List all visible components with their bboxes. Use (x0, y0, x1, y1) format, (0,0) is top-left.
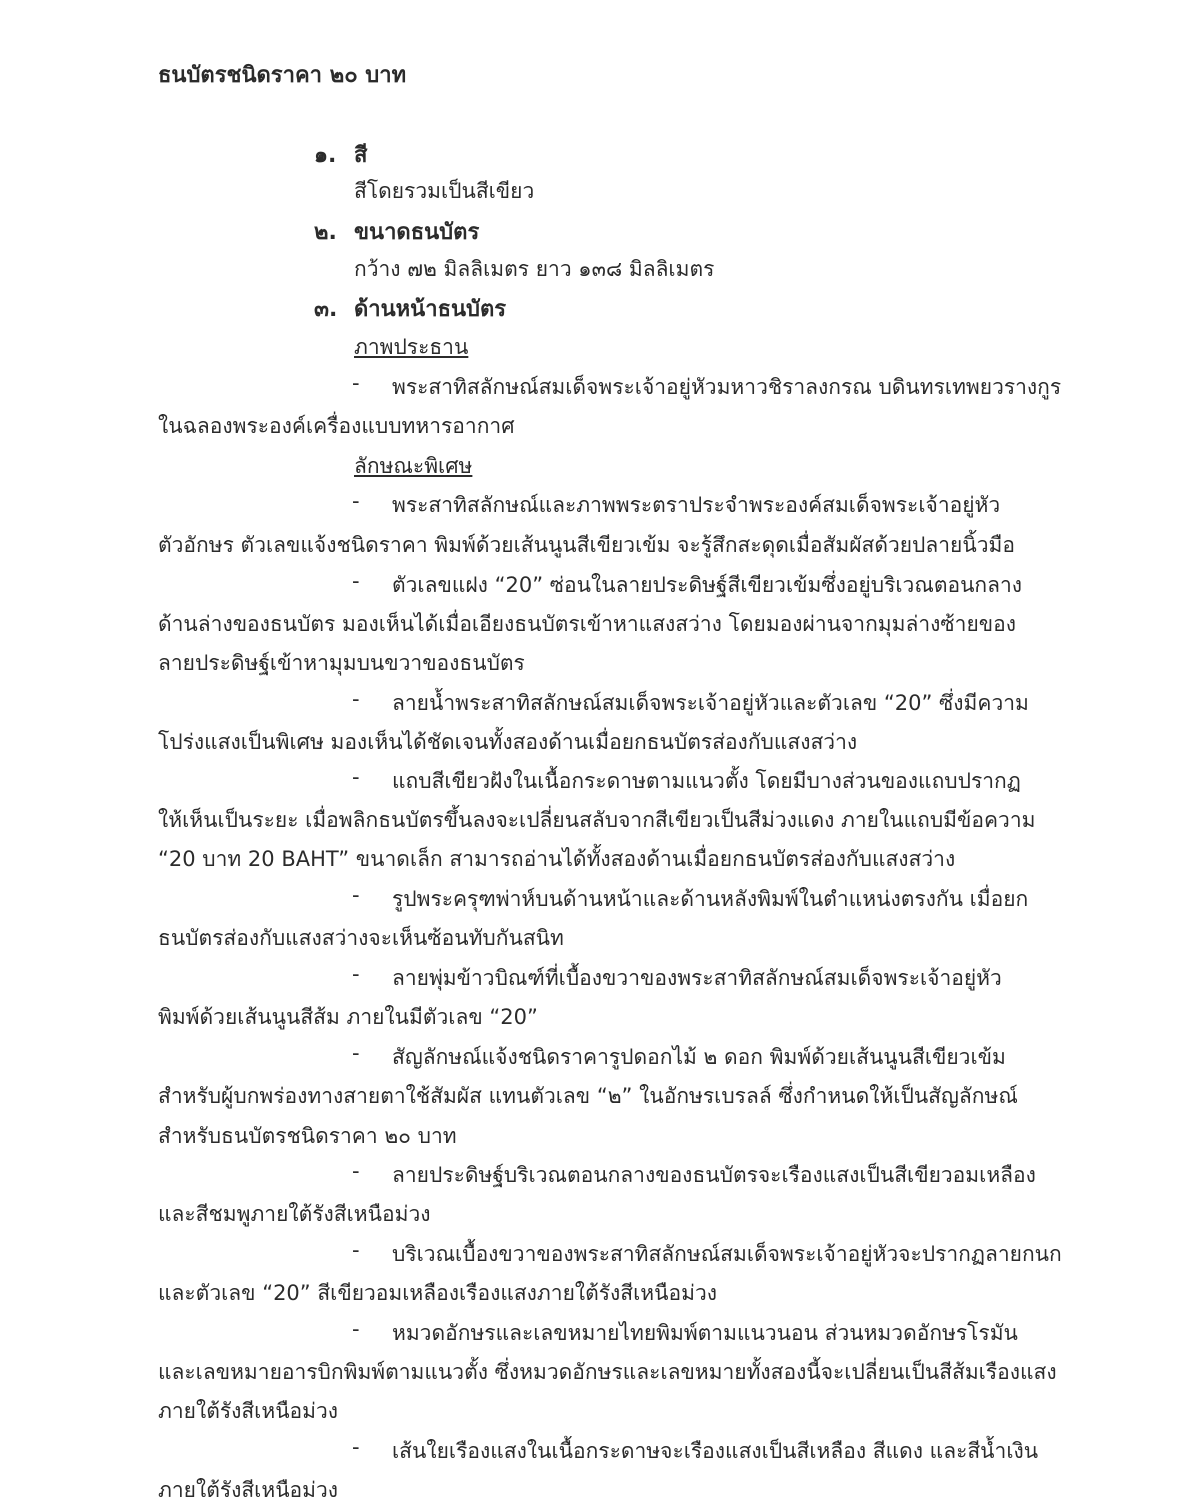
feature-2-line-1: ตัวเลขแฝง “20” ซ่อนในลายประดิษฐ์สีเขียวเข้มซึ่งอยู่บริเวณตอนกลาง (392, 573, 1023, 597)
feature-4-line-1: แถบสีเขียวฝังในเนื้อกระดาษตามแนวตั้ง โดยมีบางส่วนของแถบปรากฏ (392, 769, 1021, 793)
feature-1-line-2: ตัวอักษร ตัวเลขแจ้งชนิดราคา พิมพ์ด้วยเส้นนูนสีเขียวเข้ม จะรู้สึกสะดุดเมื่อสัมผัสด้วยปลายนิ้วมือ (158, 533, 1015, 557)
bullet-dash: - (352, 1238, 360, 1262)
feature-7-line-3: สำหรับธนบัตรชนิดราคา ๒๐ บาท (158, 1124, 457, 1148)
bullet-dash: - (352, 1317, 360, 1341)
feature-5-line-1: รูปพระครุฑพ่าห์บนด้านหน้าและด้านหลังพิมพ์ในตำแหน่งตรงกัน เมื่อยก (392, 887, 1029, 911)
feature-6-line-1: ลายพุ่มข้าวบิณฑ์ที่เบื้องขวาของพระสาทิสลักษณ์สมเด็จพระเจ้าอยู่หัว (392, 966, 1002, 990)
feature-11-line-2: ภายใต้รังสีเหนือม่วง (158, 1478, 339, 1502)
feature-10-line-2: และเลขหมายอารบิกพิมพ์ตามแนวตั้ง ซึ่งหมวดอักษรและเลขหมายทั้งสองนี้จะเปลี่ยนเป็นสีส้มเรืองแสง (158, 1360, 1057, 1384)
feature-11-line-1: เส้นใยเรืองแสงในเนื้อกระดาษจะเรืองแสงเป็นสีเหลือง สีแดง และสีน้ำเงิน (392, 1439, 1039, 1463)
bullet-dash: - (352, 962, 360, 986)
feature-2-line-3: ลายประดิษฐ์เข้าหามุมบนขวาของธนบัตร (158, 651, 525, 675)
feature-7-line-1: สัญลักษณ์แจ้งชนิดราคารูปดอกไม้ ๒ ดอก พิมพ์ด้วยเส้นนูนสีเขียวเข้ม (392, 1045, 1006, 1069)
bullet-dash: - (352, 1159, 360, 1183)
section-text-size: กว้าง ๗๒ มิลลิเมตร ยาว ๑๓๘ มิลลิเมตร (354, 257, 715, 281)
feature-8-line-1: ลายประดิษฐ์บริเวณตอนกลางของธนบัตรจะเรืองแสงเป็นสีเขียวอมเหลือง (392, 1163, 1036, 1187)
bullet-dash: - (352, 765, 360, 789)
feature-6-line-2: พิมพ์ด้วยเส้นนูนสีส้ม ภายในมีตัวเลข “20” (158, 1005, 538, 1029)
bullet-dash: - (352, 1041, 360, 1065)
section-number-2: ๒. (314, 220, 337, 245)
feature-2-line-2: ด้านล่างของธนบัตร มองเห็นได้เมื่อเอียงธนบัตรเข้าหาแสงสว่าง โดยมองผ่านจากมุมล่างซ้ายของ (158, 612, 1016, 636)
subhead-main-image: ภาพประธาน (354, 335, 469, 359)
feature-1-line-1: พระสาทิสลักษณ์และภาพพระตราประจำพระองค์สมเด็จพระเจ้าอยู่หัว (392, 493, 1001, 517)
bullet-dash: - (352, 489, 360, 513)
feature-9-line-2: และตัวเลข “20” สีเขียวอมเหลืองเรืองแสงภายใต้รังสีเหนือม่วง (158, 1281, 717, 1305)
section-number-3: ๓. (314, 297, 338, 322)
subhead-special-features: ลักษณะพิเศษ (354, 454, 473, 478)
feature-9-line-1: บริเวณเบื้องขวาของพระสาทิสลักษณ์สมเด็จพระเจ้าอยู่หัวจะปรากฏลายกนก (392, 1242, 1062, 1266)
bullet-dash: - (352, 687, 360, 711)
feature-4-line-3: “20 บาท 20 BAHT” ขนาดเล็ก สามารถอ่านได้ทั้งสองด้านเมื่อยกธนบัตรส่องกับแสงสว่าง (158, 847, 956, 871)
feature-3-line-1: ลายน้ำพระสาทิสลักษณ์สมเด็จพระเจ้าอยู่หัวและตัวเลข “20” ซึ่งมีความ (392, 691, 1029, 715)
main-image-line-2: ในฉลองพระองค์เครื่องแบบทหารอากาศ (158, 414, 515, 438)
bullet-dash: - (352, 371, 360, 395)
section-heading-front: ด้านหน้าธนบัตร (354, 297, 507, 322)
feature-10-line-1: หมวดอักษรและเลขหมายไทยพิมพ์ตามแนวนอน ส่วนหมวดอักษรโรมัน (392, 1321, 1018, 1345)
bullet-dash: - (352, 1435, 360, 1459)
feature-5-line-2: ธนบัตรส่องกับแสงสว่างจะเห็นซ้อนทับกันสนิท (158, 926, 564, 950)
feature-3-line-2: โปร่งแสงเป็นพิเศษ มองเห็นได้ชัดเจนทั้งสองด้านเมื่อยกธนบัตรส่องกับแสงสว่าง (158, 730, 858, 754)
section-number-1: ๑. (314, 143, 337, 168)
feature-7-line-2: สำหรับผู้บกพร่องทางสายตาใช้สัมผัส แทนตัวเลข “๒” ในอักษรเบรลล์ ซึ่งกำหนดให้เป็นสัญลักษณ์ (158, 1084, 1018, 1108)
section-heading-size: ขนาดธนบัตร (354, 220, 480, 245)
main-image-line-1: พระสาทิสลักษณ์สมเด็จพระเจ้าอยู่หัวมหาวชิราลงกรณ บดินทรเทพยวรางกูร (392, 375, 1062, 399)
feature-10-line-3: ภายใต้รังสีเหนือม่วง (158, 1399, 339, 1423)
feature-4-line-2: ให้เห็นเป็นระยะ เมื่อพลิกธนบัตรขึ้นลงจะเปลี่ยนสลับจากสีเขียวเป็นสีม่วงแดง ภายในแถบมีข้อความ (158, 808, 1036, 832)
section-text-color: สีโดยรวมเป็นสีเขียว (354, 179, 535, 203)
feature-8-line-2: และสีชมพูภายใต้รังสีเหนือม่วง (158, 1202, 431, 1226)
document-title: ธนบัตรชนิดราคา ๒๐ บาท (158, 63, 407, 88)
bullet-dash: - (352, 883, 360, 907)
bullet-dash: - (352, 569, 360, 593)
section-heading-color: สี (354, 143, 368, 168)
